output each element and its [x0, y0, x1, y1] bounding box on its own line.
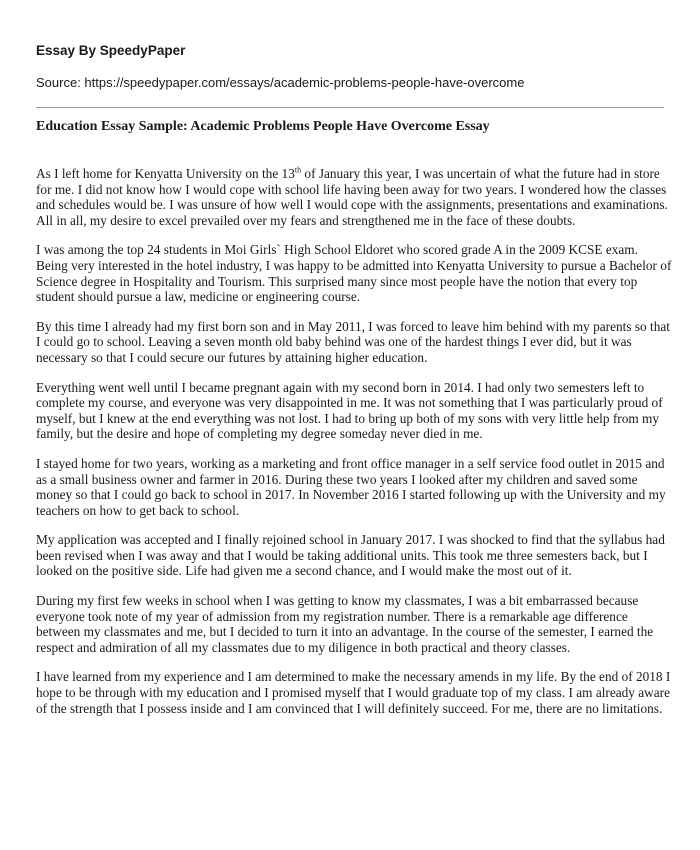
essay-paragraph-3: By this time I already had my first born son and in May 2011, I was forced to leave him behind with my parents so that I could go to school. Leaving a seven month old baby behind was one of the hardest things I ever did, but it was necessary so that I could secure our futures by attaining higher education.	[36, 318, 670, 365]
essay-paragraph-7: During my first few weeks in school when I was getting to know my classmates, I was a bit embarrassed because everyone took note of my year of admission from my registration number. There is a remarkable age difference between my classmates and me, but I decided to turn it into an advantage. In the course of the semester, I earned the respect and admiration of all my classmates due to my diligence in both practical and theory classes.	[36, 593, 654, 655]
source-line: Source: https://speedypaper.com/essays/academic-problems-people-have-overcome	[36, 75, 525, 90]
essay-title: Education Essay Sample: Academic Problems People Have Overcome Essay	[36, 119, 490, 134]
essay-paragraph-8: I have learned from my experience and I am determined to make the necessary amends in my life. By the end of 2018 I hope to be through with my education and I promised myself that I would graduate top of my class. I am already aware of the strength that I possess inside and I am convinced that I will definitely succeed. For me, there are no limitations.	[36, 669, 671, 716]
essay-paragraph-2: I was among the top 24 students in Moi Girls` High School Eldoret who scored grade A in the 2009 KCSE exam. Being very interested in the hotel industry, I was happy to be admitted into Kenyatta University to pursue a Bachelor of Science degree in Hospitality and Tourism. This surprised many since most people have the notion that every top student should pursue a law, medicine or engineering course.	[36, 242, 672, 305]
paragraph-1-start: As I left home for Kenyatta University on the 13	[36, 166, 295, 181]
paragraph-1-rest: of January this year, I was uncertain of what the future had in store for me. I did not know how I would cope with school life having been away for two years. I wondered how the classes and schedules would be. I was unsure of how well I would cope with the assignments, presentations and examinations. All in all, my desire to excel prevailed over my fears and strengthened me in the face of these doubts.	[36, 166, 668, 228]
essay-paragraph-1	[36, 166, 672, 228]
essay-body	[36, 166, 672, 730]
ordinal-suffix: th	[294, 165, 302, 175]
essay-paragraph-5: I stayed home for two years, working as a marketing and front office manager in a self service food outlet in 2015 and as a small business owner and farmer in 2016. During these two years I looked after my children and saved some money so that I could go back to school in 2017. In November 2016 I started following up with the University and my teachers on how to get back to school.	[36, 455, 666, 518]
header-divider	[36, 107, 664, 108]
essay-paragraph-6: My application was accepted and I finally rejoined school in January 2017. I was shocked to find that the syllabus had been revised when I was away and that I would be taking additional units. This took me three semesters back, but I looked on the positive side. Life had given me a second chance, and I would make the most out of it.	[36, 532, 665, 579]
site-title: Essay By SpeedyPaper	[36, 43, 186, 58]
essay-paragraph-4: Everything went well until I became pregnant again with my second born in 2014. I had only two semesters left to complete my course, and everyone was very disappointed in me. It was not something that I was particularly proud of myself, but I knew at the end everything was not lost. I had to bring up both of my sons with very little help from my family, but the desire and hope of completing my degree someday never died in me.	[36, 379, 663, 442]
